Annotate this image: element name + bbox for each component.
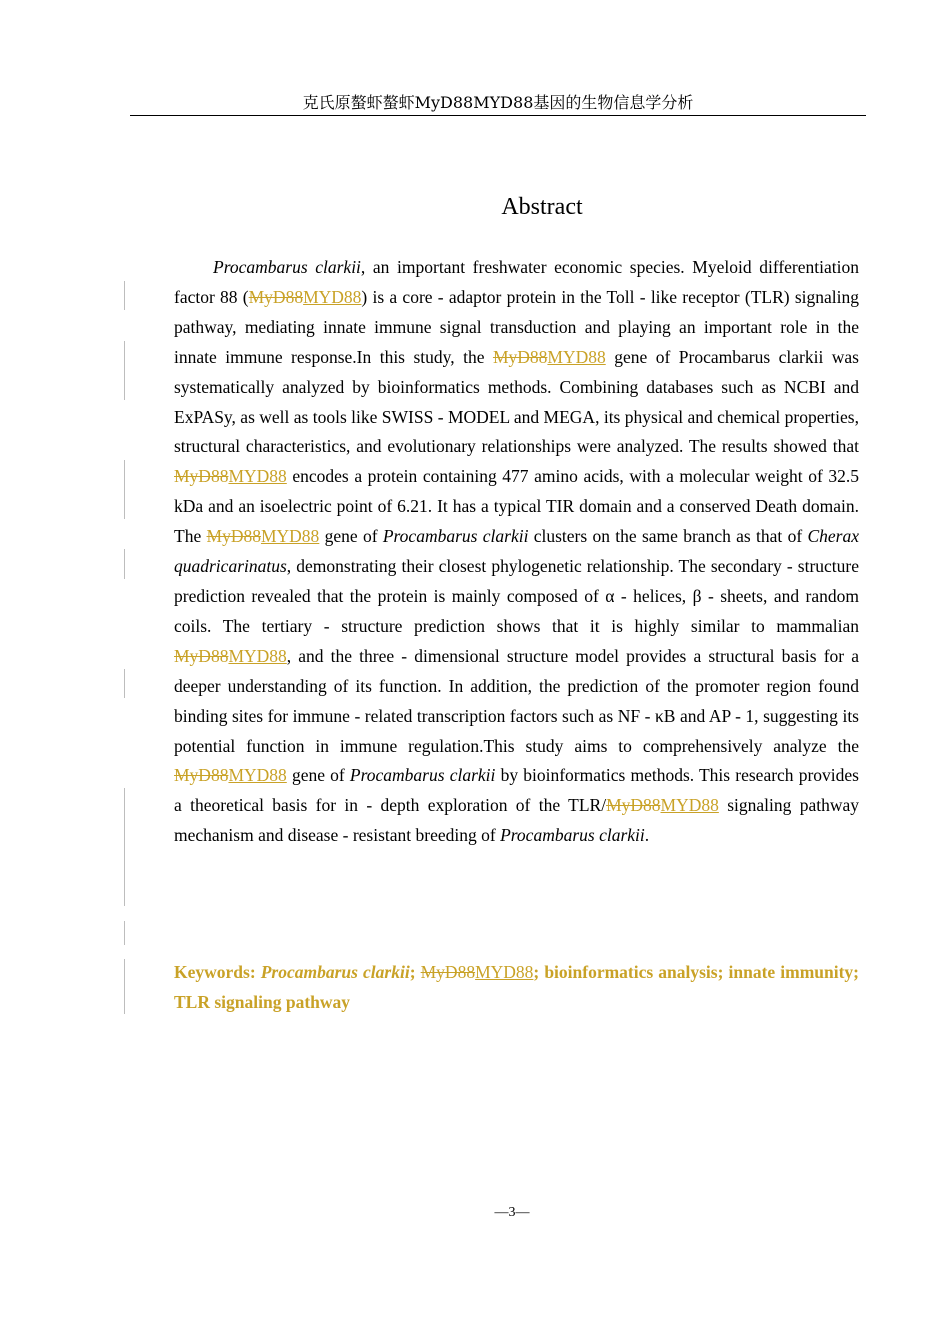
change-bar: [124, 460, 125, 519]
inserted-text: MYD88: [660, 795, 719, 816]
change-bar: [124, 281, 125, 310]
change-bar: [124, 669, 125, 698]
deleted-text: MyD88: [606, 795, 661, 816]
deleted-text: MyD88: [206, 526, 261, 547]
page-header: 克氏原螯虾螯虾MyD88MYD88基因的生物信息学分析: [302, 93, 694, 112]
header-divider: [130, 115, 866, 116]
page-number: —3—: [494, 1205, 530, 1220]
keywords-label: Keywords:: [174, 962, 261, 982]
inserted-text: MYD88: [547, 346, 606, 367]
keywords: Keywords: Procambarus clarkii; MyD88MYD88; bioinformatics analysis; innate immunity; TLR signaling pathway: [174, 962, 860, 1012]
inserted-text: MYD88: [228, 765, 287, 786]
keyword-species: Procambarus clarkii: [260, 962, 410, 982]
inserted-text: MYD88: [303, 286, 362, 307]
species-name: Procambarus clarkii: [349, 765, 496, 786]
inserted-text: MYD88: [260, 526, 320, 547]
deleted-text: MyD88: [174, 466, 229, 487]
deleted-text: MyD88: [248, 286, 304, 307]
change-bar: [124, 921, 125, 945]
change-bar: [124, 959, 125, 1014]
species-name: Procambarus clarkii: [500, 825, 645, 846]
change-bar: [124, 788, 125, 906]
change-bar: [124, 549, 125, 579]
abstract-body: [174, 253, 859, 851]
species-name: Procambarus clarkii: [213, 257, 361, 277]
abstract-paragraph: Procambarus clarkii, an important freshwater economic species. Myeloid differentiation factor 88 (MyD88MYD88) is a core - adaptor protein in the Toll - like receptor (TLR) signaling pathway, mediating innate immune signal transduction and playing an important role in the innate immune response.In this study, the MyD88MYD88 gene of Procambarus clarkii was systematically analyzed by bioinformatics methods. Combining databases such as NCBI and ExPASy, as well as tools like SWISS - MODEL and MEGA, its physical and chemical properties, structural characteristics, and evolutionary relationships were analyzed. The results showed that MyD88MYD88 encodes a protein containing 477 amino acids, with a molecular weight of 32.5 kDa and an isoelectric point of 6.21. It has a typical TIR domain and a conserved Death domain. The MyD88MYD88 gene of Procambarus clarkii clusters on the same branch as that of Cherax quadricarinatus, demonstrating their closest phylogenetic relationship. The secondary - structure prediction revealed that the protein is mainly composed of α - helices, β - sheets, and random coils. The tertiary - structure prediction shows that it is highly similar to mammalian MyD88MYD88, and the three - dimensional structure model provides a structural basis for a deeper understanding of its function. In addition, the prediction of the promoter region found binding sites for immune - related transcription factors such as NF - κB and AP - 1, suggesting its potential function in immune regulation.This study aims to comprehensively analyze the MyD88MYD88 gene of Procambarus clarkii by bioinformatics methods. This research provides a theoretical basis for in - depth exploration of the TLR/MyD88MYD88 signaling pathway mechanism and disease - resistant breeding of Procambarus clarkii.: [174, 257, 860, 846]
deleted-text: MyD88: [420, 962, 476, 982]
inserted-text: MYD88: [475, 962, 534, 982]
deleted-text: MyD88: [492, 346, 548, 367]
change-bar: [124, 341, 125, 400]
abstract-title: Abstract: [501, 194, 583, 220]
species-name: Cherax quadricarinatus: [174, 526, 859, 577]
deleted-text: MyD88: [174, 765, 229, 786]
inserted-text: MYD88: [228, 645, 287, 666]
inserted-text: MYD88: [228, 466, 287, 487]
species-name: Procambarus clarkii: [382, 526, 529, 547]
deleted-text: MyD88: [174, 645, 229, 666]
